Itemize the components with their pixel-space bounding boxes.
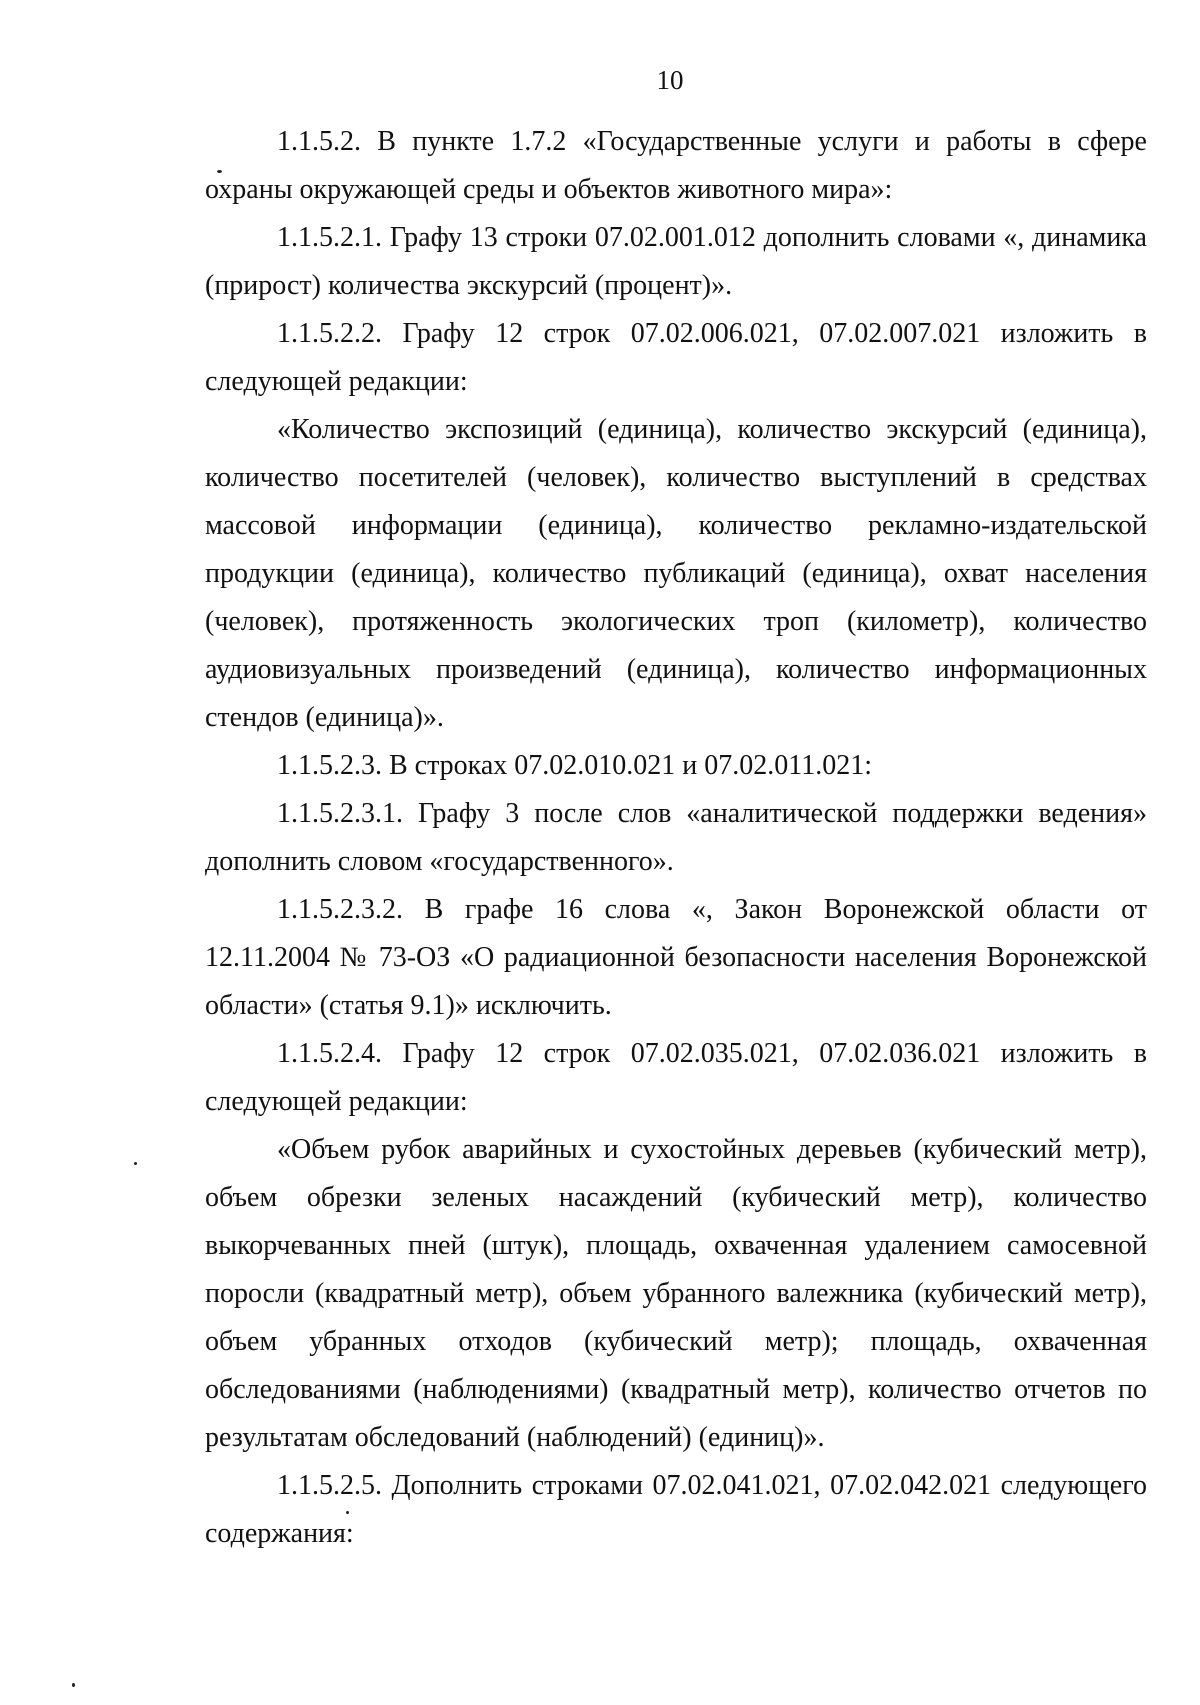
paragraph-1-1-5-2-2: 1.1.5.2.2. Графу 12 строк 07.02.006.021, 07.02.007.021 изложить в следующей редакции:: [205, 318, 1147, 397]
paragraph-1-1-5-2-3: 1.1.5.2.3. В строках 07.02.010.021 и 07.02.011.021:: [277, 750, 873, 781]
document-body: [205, 118, 1147, 1558]
paragraph-1-1-5-2-3-1: 1.1.5.2.3.1. Графу 3 после слов «аналитической поддержки ведения» дополнить словом «государственного».: [205, 798, 1147, 877]
paragraph-1-1-5-2-3-2: 1.1.5.2.3.2. В графе 16 слова «, Закон Воронежской области от 12.11.2004 № 73-ОЗ «О радиационной безопасности населения Воронежской области» (статья 9.1)» исключить.: [205, 894, 1147, 1021]
paragraph-1-1-5-2: 1.1.5.2. В пункте 1.7.2 «Государственные услуги и работы в сфере охраны окружающей среды и объектов животного мира»:: [205, 126, 1147, 205]
scan-speck: [134, 1162, 137, 1165]
scan-speck: [346, 1511, 349, 1514]
paragraph-1-1-5-2-4: 1.1.5.2.4. Графу 12 строк 07.02.035.021, 07.02.036.021 изложить в следующей редакции:: [205, 1038, 1147, 1117]
paragraph-1-1-5-2-1: 1.1.5.2.1. Графу 13 строки 07.02.001.012 дополнить словами «, динамика (прирост) количества экскурсий (процент)».: [205, 222, 1147, 301]
paragraph-1-1-5-2-5: 1.1.5.2.5. Дополнить строками 07.02.041.021, 07.02.042.021 следующего содержания:: [205, 1470, 1147, 1549]
paragraph-quoted-list-felling: «Объем рубок аварийных и сухостойных деревьев (кубический метр), объем обрезки зеленых насаждений (кубический метр), количество выкорчеванных пней (штук), площадь, охваченная удалением самосевной поросли (квадратный метр), объем убранного валежника (кубический метр), объем убранных отходов (кубический метр); площадь, охваченная обследованиями (наблюдениями) (квадратный метр), количество отчетов по результатам обследований (наблюдений) (единиц)».: [205, 1134, 1147, 1453]
page-number: 10: [656, 65, 684, 95]
scan-speck: [72, 1683, 75, 1687]
paragraph-quoted-list-exhibitions: «Количество экспозиций (единица), количество экскурсий (единица), количество посетителей (человек), количество выступлений в средствах массовой информации (единица), количество рекламно-издательской продукции (единица), количество публикаций (единица), охват населения (человек), протяженность экологических троп (километр), количество аудиовизуальных произведений (единица), количество информационных стендов (единица)».: [205, 414, 1147, 733]
scan-speck: [217, 170, 222, 173]
